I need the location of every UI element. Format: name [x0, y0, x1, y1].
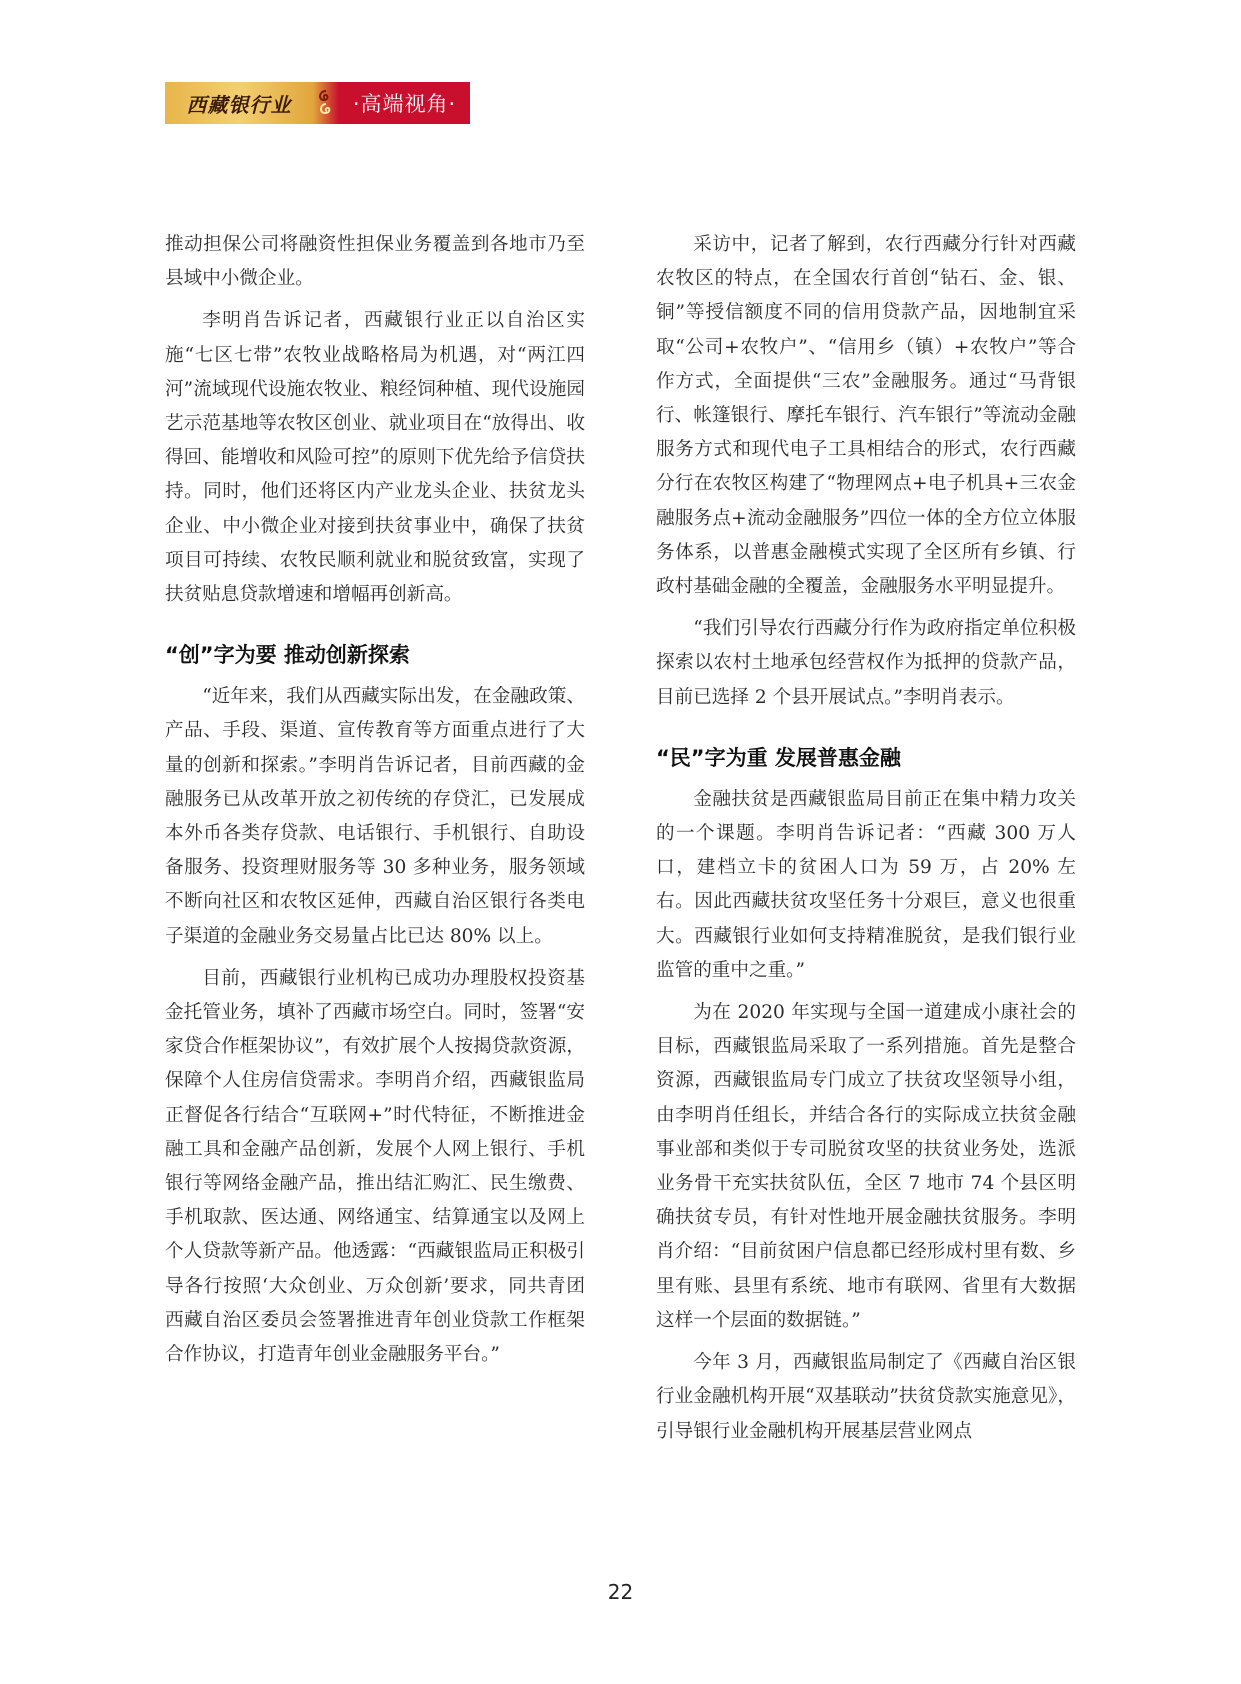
brand-title: 西藏银行业 — [165, 82, 313, 124]
right-column — [656, 228, 1076, 1457]
paragraph: 目前，西藏银行业机构已成功办理股权投资基金托管业务，填补了西藏市场空白。同时，签署“安家贷合作框架协议”，有效扩展个人按揭贷款资源，保障个人住房信贷需求。李明肖介绍，西藏银监局正督促各行结合“互联网+”时代特征，不断推进金融工具和金融产品创新，发展个人网上银行、手机银行等网络金融产品，推出结汇购汇、民生缴费、手机取款、医达通、网络通宝、结算通宝以及网上个人贷款等新产品。他透露：“西藏银监局正积极引导各行按照‘大众创业、万众创新’要求，同共青团西藏自治区委员会签署推进青年创业贷款工作框架合作协议，打造青年创业金融服务平台。” — [165, 967, 585, 1366]
page-number: 22 — [607, 1580, 634, 1604]
paragraph: 采访中，记者了解到，农行西藏分行针对西藏农牧区的特点，在全国农行首创“钻石、金、银、铜”等授信额度不同的信用贷款产品，因地制宜采取“公司+农牧户”、“信用乡（镇）+农牧户”等合作方式，全面提供“三农”金融服务。通过“马背银行、帐篷银行、摩托车银行、汽车银行”等流动金融服务方式和现代电子工具相结合的形式，农行西藏分行在农牧区构建了“物理网点+电子机具+三农金融服务点+流动金融服务”四位一体的全方位立体服务体系，以普惠金融模式实现了全区所有乡镇、行政村基础金融的全覆盖，金融服务水平明显提升。 — [656, 234, 1076, 598]
paragraph: “我们引导农行西藏分行作为政府指定单位积极探索以农村土地承包经营权作为抵押的贷款产品，目前已选择 2 个县开展试点。”李明肖表示。 — [656, 618, 1076, 708]
paragraph: 金融扶贫是西藏银监局目前正在集中精力攻关的一个课题。李明肖告诉记者：“西藏 300 万人口，建档立卡的贫困人口为 59 万，占 20% 左右。因此西藏扶贫攻坚任务十分艰巨，意义也很重大。西藏银行业如何支持精准脱贫，是我们银行业监管的重中之重。” — [656, 788, 1076, 981]
paragraph: 今年 3 月，西藏银监局制定了《西藏自治区银行业金融机构开展“双基联动”扶贫贷款实施意见》，引导银行业金融机构开展基层营业网点 — [656, 1352, 1076, 1442]
paragraph: 推动担保公司将融资性担保业务覆盖到各地市乃至县域中小微企业。 — [165, 234, 585, 290]
left-column — [165, 228, 585, 1380]
paragraph: 为在 2020 年实现与全国一道建成小康社会的目标，西藏银监局采取了一系列措施。首先是整合资源，西藏银监局专门成立了扶贫攻坚领导小组，由李明肖任组长，并结合各行的实际成立扶贫金融事业部和类似于专司脱贫攻坚的扶贫业务处，选派业务骨干充实扶贫队伍，全区 7 地市 74 个县区明确扶贫专员，有针对性地开展金融扶贫服务。李明肖介绍：“目前贫困户信息都已经形成村里有数、乡里有账、县里有系统、地市有联网、省里有大数据这样一个层面的数据链。” — [656, 1002, 1076, 1331]
section-label: ·高端视角· — [339, 82, 470, 124]
section-heading: “创”字为要 推动创新探索 — [165, 643, 410, 668]
section-heading: “民”字为重 发展普惠金融 — [656, 745, 901, 770]
auspicious-cloud-icon — [313, 82, 339, 124]
page-header — [165, 82, 470, 124]
paragraph: “近年来，我们从西藏实际出发，在金融政策、产品、手段、渠道、宣传教育等方面重点进行了大量的创新和探索。”李明肖告诉记者，目前西藏的金融服务已从改革开放之初传统的存贷汇，已发展成本外币各类存贷款、电话银行、手机银行、自助设备服务、投资理财服务等 30 多种业务，服务领域不断向社区和农牧区延伸，西藏自治区银行各类电子渠道的金融业务交易量占比已达 80% 以上。 — [165, 686, 585, 947]
paragraph: 李明肖告诉记者，西藏银行业正以自治区实施“七区七带”农牧业战略格局为机遇，对“两江四河”流域现代设施农牧业、粮经饲种植、现代设施园艺示范基地等农牧区创业、就业项目在“放得出、收得回、能增收和风险可控”的原则下优先给予信贷扶持。同时，他们还将区内产业龙头企业、扶贫龙头企业、中小微企业对接到扶贫事业中，确保了扶贫项目可持续、农牧民顺利就业和脱贫致富，实现了扶贫贴息贷款增速和增幅再创新高。 — [165, 310, 585, 606]
